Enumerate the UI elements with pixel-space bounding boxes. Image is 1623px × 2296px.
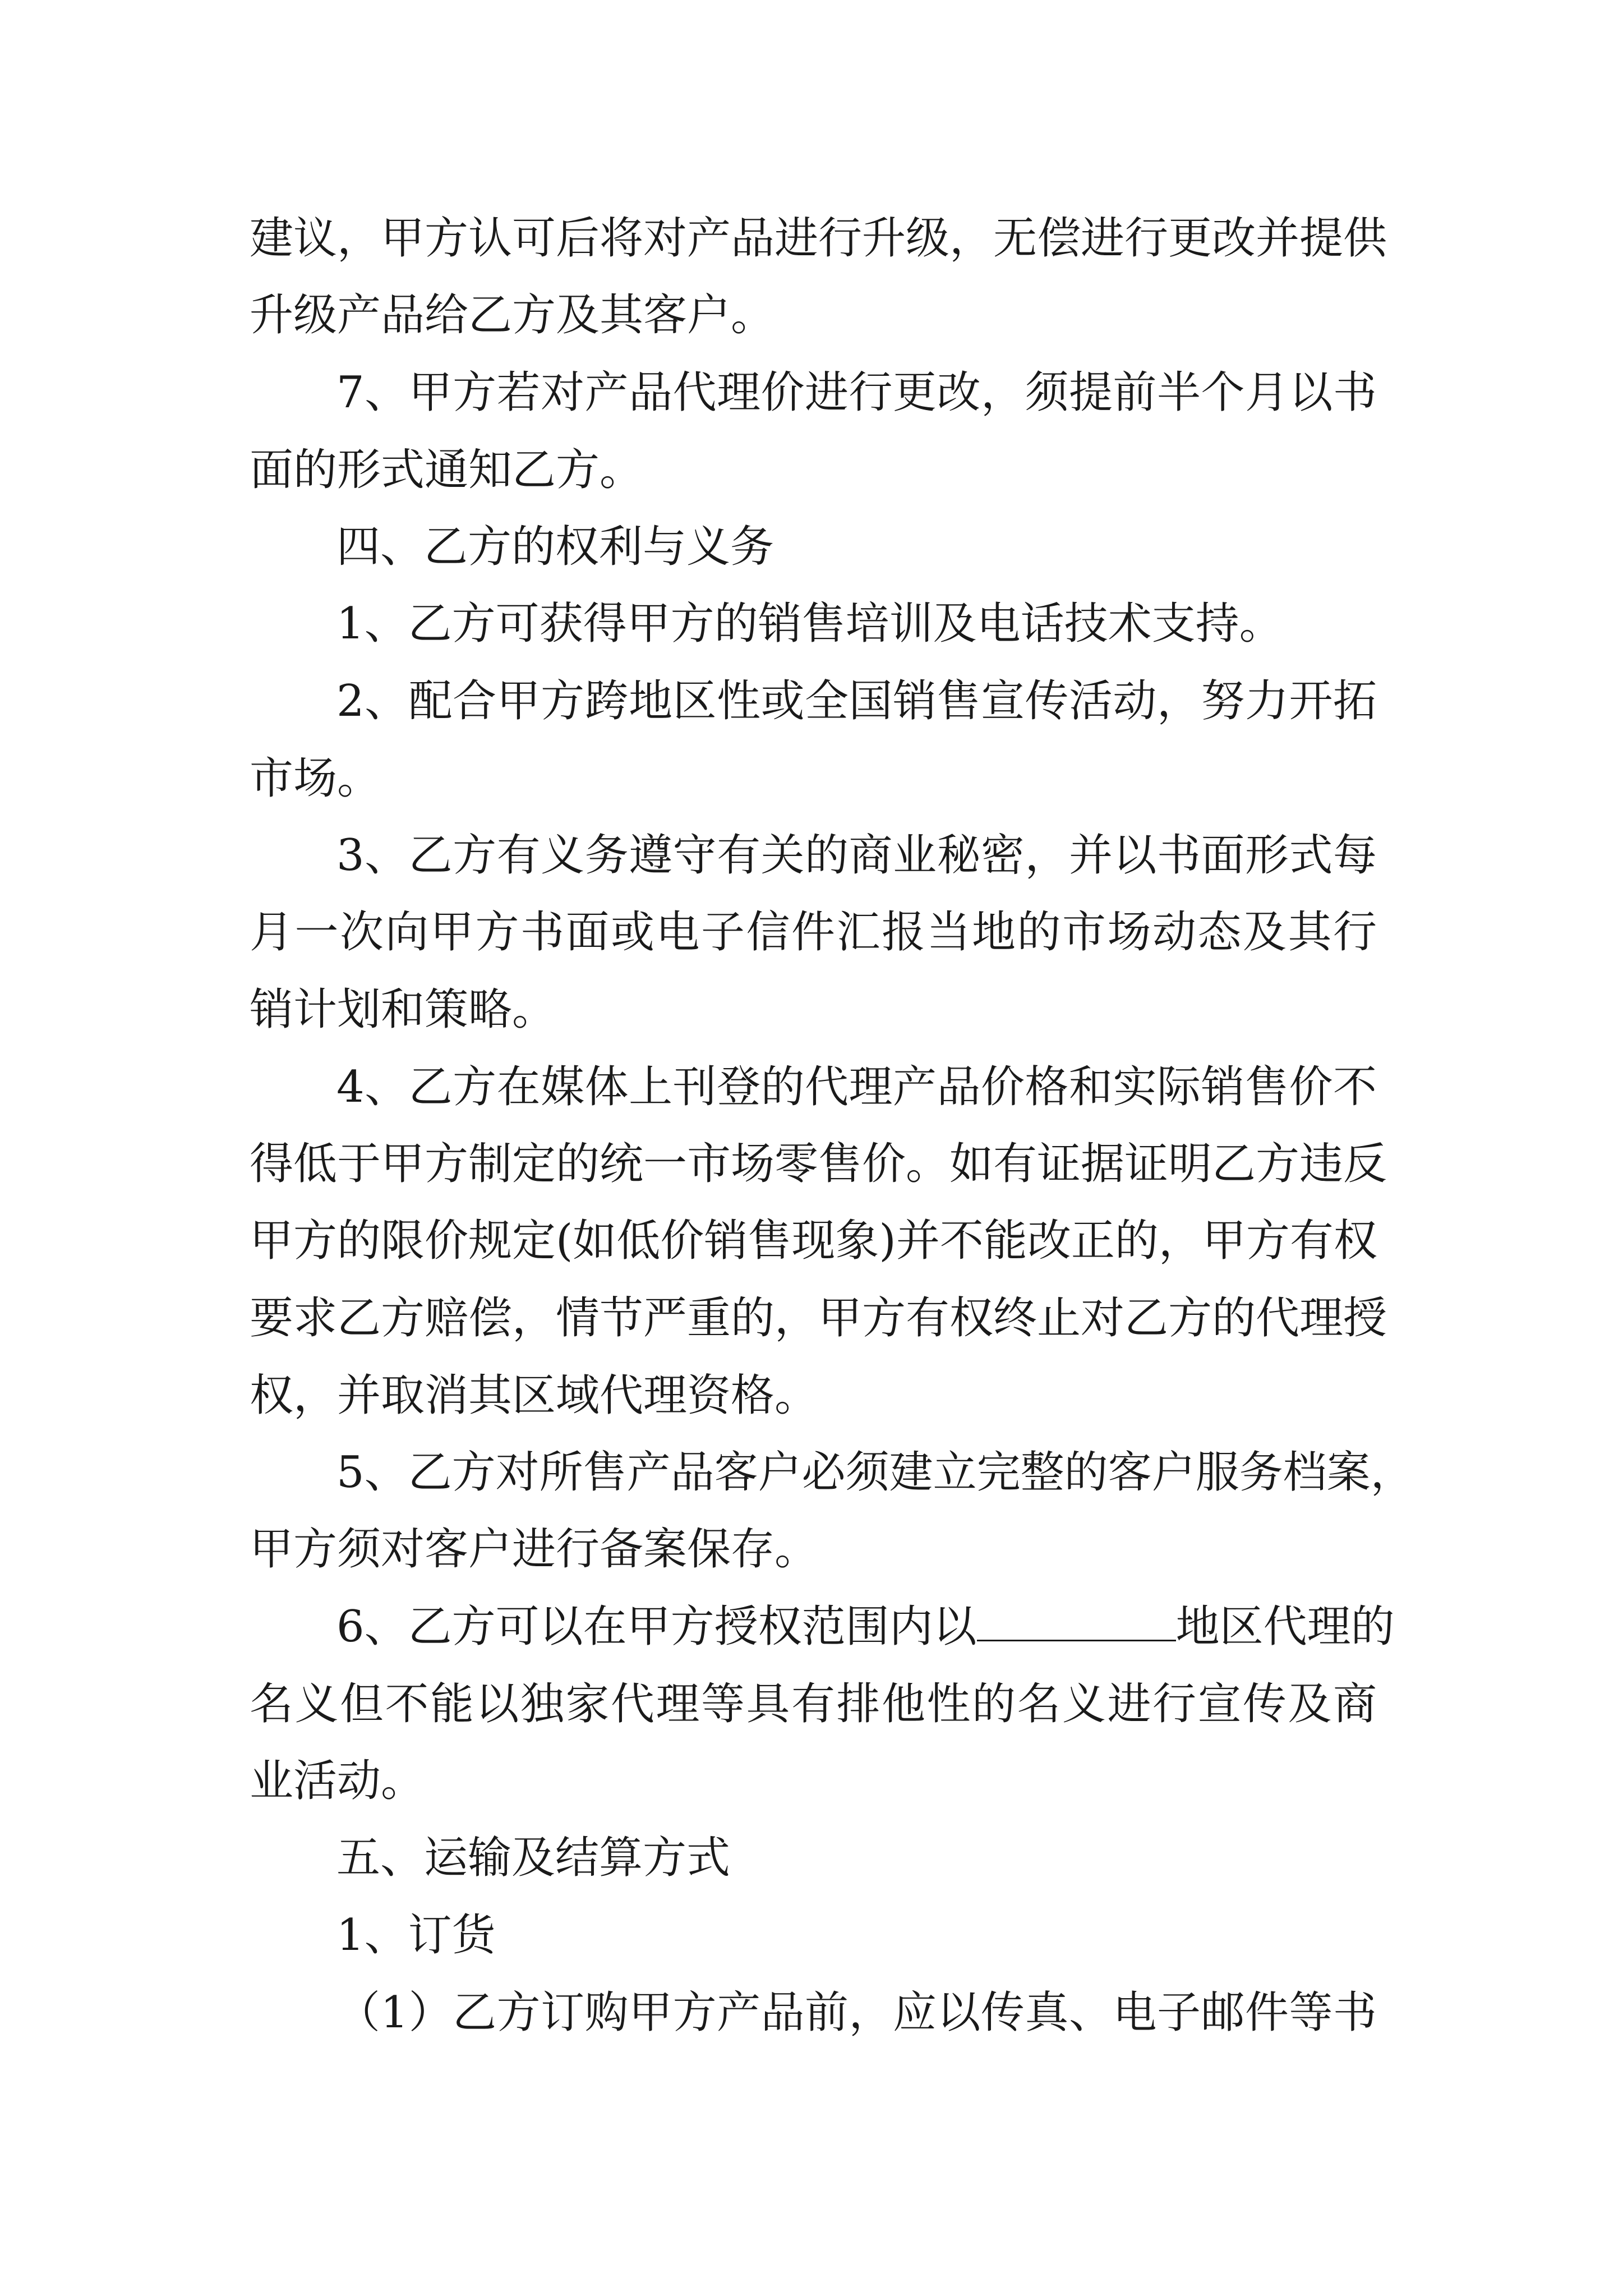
clause-5-line: 5、乙方对所售产品客户必须建立完整的客户服务档案， [336, 1447, 1414, 1498]
section-heading-4: 四、乙方的权利与义务 [336, 522, 774, 572]
paragraph-line: 月一次向甲方书面或电子信件汇报当地的市场动态及其行 [250, 907, 1377, 958]
section-heading-5: 五、运输及结算方式 [336, 1833, 731, 1883]
paragraph-line: 要求乙方赔偿，情节严重的，甲方有权终止对乙方的代理授 [250, 1293, 1387, 1343]
paragraph-line: 市场。 [250, 753, 381, 804]
paragraph-line: 升级产品给乙方及其客户。 [250, 290, 775, 341]
paragraph-line: 名义但不能以独家代理等具有排他性的名义进行宣传及商 [250, 1679, 1377, 1729]
paragraph-line: 业活动。 [250, 1756, 425, 1806]
clause-4-line: 4、乙方在媒体上刊登的代理产品价格和实际销售价不 [336, 1062, 1377, 1112]
paragraph-line: 建议，甲方认可后将对产品进行升级，无偿进行更改并提供 [250, 213, 1387, 264]
paragraph-line: 甲方须对客户进行备案保存。 [250, 1524, 819, 1575]
clause-1-line: 1、乙方可获得甲方的销售培训及电话技术支持。 [336, 599, 1283, 649]
paragraph-line: 面的形式通知乙方。 [250, 445, 644, 495]
clause-6-after: 地区代理的 [1175, 1602, 1395, 1652]
clause-3-line: 3、乙方有义务遵守有关的商业秘密，并以书面形式每 [336, 830, 1377, 881]
clause-6-before: 6、乙方可以在甲方授权范围内以 [336, 1602, 977, 1652]
clause-6-line [336, 1599, 1395, 1655]
paragraph-line: 得低于甲方制定的统一市场零售价。如有证据证明乙方违反 [250, 1139, 1387, 1189]
fill-in-blank [977, 1600, 1176, 1641]
paragraph-line: 销计划和策略。 [250, 984, 556, 1035]
subheading-ordering: 1、订货 [336, 1910, 496, 1961]
clause-7-line: 7、甲方若对产品代理价进行更改，须提前半个月以书 [336, 367, 1377, 418]
paragraph-line: 权，并取消其区域代理资格。 [250, 1370, 819, 1421]
clause-2-line: 2、配合甲方跨地区性或全国销售宣传活动，努力开拓 [336, 676, 1377, 726]
item-1-line: （1）乙方订购甲方产品前，应以传真、电子邮件等书 [336, 1987, 1377, 2038]
paragraph-line: 甲方的限价规定(如低价销售现象)并不能改正的，甲方有权 [250, 1216, 1377, 1266]
